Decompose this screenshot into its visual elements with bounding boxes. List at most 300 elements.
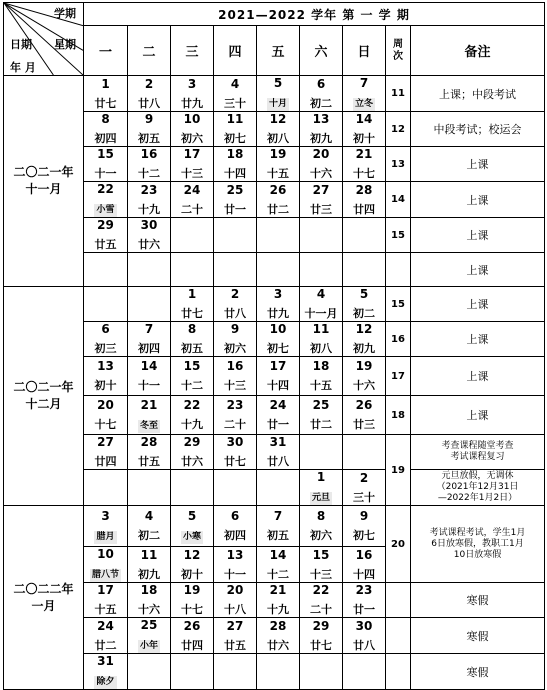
lunar-date [214, 450, 256, 469]
lunar-date [84, 92, 127, 111]
day-cell [300, 357, 343, 396]
month-label: 二〇二一年 十一月 [4, 76, 84, 287]
day-number: 9 [230, 322, 240, 336]
day-cell [343, 357, 386, 396]
day-cell [343, 396, 386, 435]
lunar-text: 廿八 [138, 96, 160, 110]
day-cell [300, 112, 343, 147]
lunar-date [171, 127, 213, 146]
lunar-date [300, 485, 342, 505]
day-cell [171, 287, 214, 322]
note-cell: 上课 [411, 253, 545, 287]
lunar-text: 十七 [353, 167, 375, 180]
day-number: 4 [144, 509, 154, 523]
day-cell [343, 506, 386, 547]
day-cell [171, 147, 214, 182]
lunar-date [300, 162, 342, 181]
lunar-text: 廿四 [94, 455, 117, 468]
day-cell [214, 357, 257, 396]
lunar-date [343, 91, 385, 111]
note-cell: 上课 [411, 357, 545, 396]
day-cell [214, 218, 257, 253]
calendar-week-row [4, 253, 545, 287]
day-cell [257, 506, 300, 547]
lunar-text: 初九 [310, 132, 332, 145]
day-cell [128, 287, 171, 322]
week-number: 19 [386, 435, 411, 506]
day-cell [343, 618, 386, 654]
lunar-date [84, 524, 127, 544]
day-cell [343, 112, 386, 147]
week-number: 18 [386, 396, 411, 435]
lunar-date [343, 337, 385, 356]
lunar-date [171, 634, 213, 653]
lunar-text: 初十 [94, 379, 117, 392]
day-number: 11 [140, 547, 158, 562]
lunar-date [257, 162, 299, 181]
day-number: 10 [269, 322, 287, 336]
week-number: 17 [386, 357, 411, 396]
day-cell [84, 435, 128, 470]
day-number: 21 [355, 147, 373, 161]
day-number: 8 [101, 112, 110, 126]
lunar-date [84, 669, 127, 689]
day-cell [214, 396, 257, 435]
day-number: 22 [183, 398, 201, 412]
lunar-text: 初二 [353, 307, 375, 320]
lunar-text: 廿八 [353, 638, 375, 652]
day-cell [128, 618, 171, 654]
week-number: 12 [386, 112, 411, 147]
day-number: 7 [144, 322, 154, 336]
day-cell [257, 547, 300, 583]
lunar-date [214, 413, 256, 432]
lunar-text: 廿六 [181, 455, 203, 468]
day-cell [171, 654, 214, 690]
lunar-text: 廿七 [224, 455, 246, 468]
note-cell: 寒假 [411, 654, 545, 690]
lunar-date [214, 634, 256, 653]
day-number: 17 [183, 147, 201, 161]
lunar-date [257, 302, 299, 321]
day-cell [128, 506, 171, 547]
lunar-date [171, 302, 213, 321]
day-number: 17 [269, 359, 287, 373]
day-cell [171, 547, 214, 583]
day-number: 7 [359, 76, 369, 90]
day-cell [214, 435, 257, 470]
day-cell [171, 396, 214, 435]
lunar-date [214, 162, 256, 181]
week-number [386, 654, 411, 690]
day-number: 23 [140, 182, 158, 197]
lunar-date [214, 198, 256, 217]
day-cell [343, 547, 386, 583]
day-cell [214, 76, 257, 112]
lunar-text: 立冬 [354, 99, 373, 109]
day-cell [128, 357, 171, 396]
day-cell [128, 182, 171, 218]
day-cell [84, 182, 128, 218]
day-number: 15 [183, 359, 201, 373]
lunar-date [300, 634, 342, 653]
day-number: 19 [183, 583, 201, 597]
lunar-date [214, 92, 256, 111]
lunar-text: 十五 [94, 603, 117, 616]
day-number: 8 [316, 509, 326, 523]
day-cell [343, 322, 386, 357]
day-number: 27 [312, 182, 330, 197]
day-number: 30 [140, 218, 158, 232]
lunar-date [128, 162, 170, 181]
day-cell [257, 435, 300, 470]
day-cell [343, 470, 386, 506]
lunar-text: 二十 [181, 202, 203, 216]
day-cell [84, 396, 128, 435]
lunar-date [300, 127, 342, 146]
day-cell [343, 182, 386, 218]
day-number: 29 [97, 218, 114, 232]
lunar-text: 廿六 [267, 638, 289, 652]
day-number: 18 [140, 583, 158, 597]
lunar-date [128, 413, 170, 433]
day-cell [343, 435, 386, 470]
day-cell [84, 218, 128, 253]
lunar-text: 初五 [138, 132, 160, 145]
note-cell: 上课 [411, 396, 545, 435]
note-cell: 考试课程考试，学生1月 6日放寒假，教职工1月 10日放寒假 [411, 506, 545, 583]
lunar-text: 初八 [310, 342, 332, 355]
lunar-date [343, 162, 385, 181]
day-number: 2 [230, 287, 240, 301]
day-cell [300, 218, 343, 253]
lunar-text: 十六 [353, 379, 375, 392]
day-number: 13 [97, 359, 114, 373]
lunar-date [343, 486, 385, 505]
lunar-date [257, 563, 299, 582]
lunar-text: 十一 [94, 167, 117, 180]
day-number: 2 [359, 470, 369, 485]
lunar-text: 十三 [181, 167, 203, 180]
lunar-date [300, 337, 342, 356]
lunar-text: 廿七 [94, 96, 117, 110]
day-number: 24 [97, 618, 114, 633]
lunar-text: 初五 [181, 342, 203, 355]
calendar-week-row [4, 147, 545, 182]
lunar-date [128, 524, 170, 543]
day-number: 18 [226, 147, 244, 161]
lunar-date [171, 162, 213, 181]
day-cell [171, 470, 214, 506]
lunar-text: 初十 [181, 567, 203, 581]
lunar-date [214, 127, 256, 146]
lunar-text: 十一 [224, 567, 246, 581]
day-number: 25 [312, 398, 330, 412]
day-number: 8 [187, 322, 197, 336]
day-cell [128, 218, 171, 253]
day-cell [84, 506, 128, 547]
day-cell [300, 506, 343, 547]
day-cell [343, 253, 386, 287]
day-cell [300, 435, 343, 470]
lunar-date [84, 337, 127, 356]
lunar-date [257, 127, 299, 146]
day-cell [84, 357, 128, 396]
month-label: 二〇二二年 一月 [4, 506, 84, 690]
lunar-date [214, 598, 256, 617]
note-cell: 上课 [411, 182, 545, 218]
lunar-date [300, 302, 342, 321]
lunar-date [128, 198, 170, 217]
month-label: 二〇二一年 十二月 [4, 287, 84, 506]
lunar-text: 廿五 [94, 238, 117, 251]
day-cell [257, 357, 300, 396]
calendar-week-row [4, 435, 545, 470]
day-cell [214, 322, 257, 357]
lunar-date [171, 337, 213, 356]
day-number: 5 [359, 287, 369, 301]
lunar-text: 十六 [138, 603, 160, 616]
lunar-text: 十九 [138, 202, 160, 216]
calendar-week-row [4, 357, 545, 396]
day-cell [257, 218, 300, 253]
calendar-week-row [4, 182, 545, 218]
day-cell [84, 112, 128, 147]
lunar-date [343, 413, 385, 432]
lunar-date [128, 374, 170, 393]
day-number: 30 [355, 618, 373, 633]
lunar-text: 十二 [181, 379, 203, 392]
lunar-date [343, 198, 385, 217]
day-cell [128, 470, 171, 506]
day-cell [257, 182, 300, 218]
lunar-text: 元旦 [311, 493, 330, 503]
header-corner-cell [4, 3, 84, 76]
lunar-text: 三十 [224, 96, 246, 110]
lunar-date [128, 127, 170, 146]
lunar-text: 小年 [139, 641, 158, 651]
note-cell: 上课 [411, 287, 545, 322]
lunar-date [128, 233, 170, 252]
day-cell [300, 182, 343, 218]
day-cell [128, 253, 171, 287]
day-number: 22 [97, 182, 114, 196]
day-number: 15 [97, 147, 114, 161]
day-number: 27 [226, 618, 244, 633]
note-cell: 上课 [411, 322, 545, 357]
day-cell [214, 506, 257, 547]
day-number: 31 [97, 654, 114, 668]
lunar-date [84, 450, 127, 469]
day-number: 10 [183, 112, 201, 126]
lunar-text: 三十 [353, 490, 375, 504]
week-number: 20 [386, 506, 411, 583]
day-number: 5 [273, 76, 283, 90]
day-number: 30 [226, 435, 244, 449]
day-cell [257, 583, 300, 618]
day-cell [300, 654, 343, 690]
day-cell [171, 253, 214, 287]
day-cell [128, 322, 171, 357]
day-cell [257, 396, 300, 435]
lunar-text: 十九 [267, 603, 289, 616]
day-cell [300, 470, 343, 506]
day-number: 4 [230, 76, 240, 91]
day-number: 14 [140, 359, 158, 373]
lunar-text: 初四 [138, 342, 160, 355]
note-cell: 寒假 [411, 583, 545, 618]
calendar-week-row [4, 654, 545, 690]
day-number: 27 [97, 435, 114, 449]
lunar-text: 廿三 [310, 202, 332, 216]
day-cell [257, 112, 300, 147]
lunar-date [84, 197, 127, 217]
day-number: 10 [97, 547, 114, 561]
calendar-week-row [4, 218, 545, 253]
lunar-date [171, 598, 213, 617]
day-number: 12 [355, 322, 373, 336]
week-number [386, 618, 411, 654]
lunar-text: 十七 [181, 603, 203, 616]
day-number: 7 [273, 509, 283, 523]
lunar-text: 十四 [224, 167, 246, 180]
day-cell [214, 470, 257, 506]
note-cell: 寒假 [411, 618, 545, 654]
day-number: 20 [312, 147, 330, 161]
lunar-text: 廿九 [181, 96, 203, 110]
day-cell [257, 147, 300, 182]
lunar-date [343, 524, 385, 543]
day-cell [171, 357, 214, 396]
day-cell [343, 147, 386, 182]
day-cell [128, 112, 171, 147]
day-cell [300, 147, 343, 182]
lunar-text: 十三 [310, 567, 332, 581]
day-number: 26 [269, 182, 287, 197]
lunar-text: 初二 [138, 529, 160, 542]
lunar-text: 十三 [224, 379, 246, 392]
lunar-text: 十一月 [304, 307, 338, 320]
lunar-text: 廿三 [353, 418, 375, 431]
day-cell [300, 618, 343, 654]
day-number: 19 [355, 359, 373, 373]
day-number: 16 [355, 547, 373, 562]
lunar-date [300, 598, 342, 617]
lunar-date [84, 562, 127, 582]
lunar-text: 十九 [181, 418, 203, 431]
lunar-date [257, 524, 299, 543]
day-number: 23 [226, 398, 244, 412]
lunar-text: 小雪 [96, 205, 115, 215]
day-number: 6 [316, 76, 326, 91]
day-number: 16 [140, 147, 158, 161]
day-cell [171, 218, 214, 253]
day-cell [214, 112, 257, 147]
lunar-date [257, 413, 299, 432]
lunar-date [84, 374, 127, 393]
lunar-date [214, 563, 256, 582]
lunar-date [171, 92, 213, 111]
day-cell [257, 76, 300, 112]
weekday-fri: 五 [257, 26, 300, 76]
lunar-text: 十六 [310, 167, 332, 180]
day-number: 21 [269, 583, 287, 597]
week-number: 15 [386, 218, 411, 253]
note-cell: 上课 [411, 147, 545, 182]
lunar-text: 十八 [224, 603, 246, 616]
corner-term-label: 学期 [54, 7, 76, 20]
day-number: 25 [226, 182, 244, 197]
day-cell [128, 547, 171, 583]
day-cell [300, 287, 343, 322]
lunar-text: 初九 [138, 567, 160, 581]
lunar-text: 十一 [138, 379, 160, 392]
calendar-week-row [4, 583, 545, 618]
week-number: 14 [386, 182, 411, 218]
day-number: 18 [312, 359, 330, 373]
lunar-date [171, 374, 213, 393]
weekday-thu: 四 [214, 26, 257, 76]
day-number: 1 [316, 470, 326, 484]
day-cell [84, 618, 128, 654]
lunar-date [257, 598, 299, 617]
lunar-text: 初七 [353, 529, 375, 542]
note-cell: 中段考试；校运会 [411, 112, 545, 147]
day-cell [343, 654, 386, 690]
lunar-date [257, 450, 299, 469]
day-number: 6 [230, 509, 240, 523]
lunar-text: 廿一 [353, 603, 375, 616]
lunar-text: 廿九 [267, 307, 289, 320]
day-cell [171, 618, 214, 654]
lunar-date [300, 374, 342, 393]
lunar-text: 初二 [310, 96, 332, 110]
lunar-date [84, 162, 127, 181]
lunar-text: 廿八 [224, 307, 246, 320]
lunar-date [257, 91, 299, 111]
lunar-date [343, 634, 385, 653]
day-cell [84, 654, 128, 690]
lunar-text: 廿四 [353, 202, 375, 216]
lunar-text: 初七 [224, 132, 246, 145]
lunar-date [84, 413, 127, 432]
lunar-text: 初三 [94, 342, 117, 355]
day-number: 29 [312, 618, 330, 633]
day-cell [257, 287, 300, 322]
lunar-text: 二十 [224, 418, 246, 431]
day-cell [300, 322, 343, 357]
lunar-text: 冬至 [139, 420, 158, 431]
lunar-text: 十五 [310, 379, 332, 392]
corner-year-month-label: 年 月 [10, 61, 36, 74]
lunar-date [128, 337, 170, 356]
lunar-text: 初九 [353, 342, 375, 355]
lunar-date [84, 634, 127, 653]
day-cell [84, 76, 128, 112]
day-number: 1 [187, 287, 197, 301]
day-cell [84, 583, 128, 618]
lunar-text: 廿二 [94, 638, 117, 652]
weekday-wed: 三 [171, 26, 214, 76]
day-cell [84, 147, 128, 182]
day-number: 26 [355, 398, 373, 412]
lunar-date [257, 337, 299, 356]
lunar-date [84, 598, 127, 617]
lunar-text: 廿七 [181, 307, 203, 320]
lunar-date [300, 563, 342, 582]
lunar-text: 初八 [267, 132, 289, 145]
lunar-text: 除夕 [96, 677, 115, 687]
